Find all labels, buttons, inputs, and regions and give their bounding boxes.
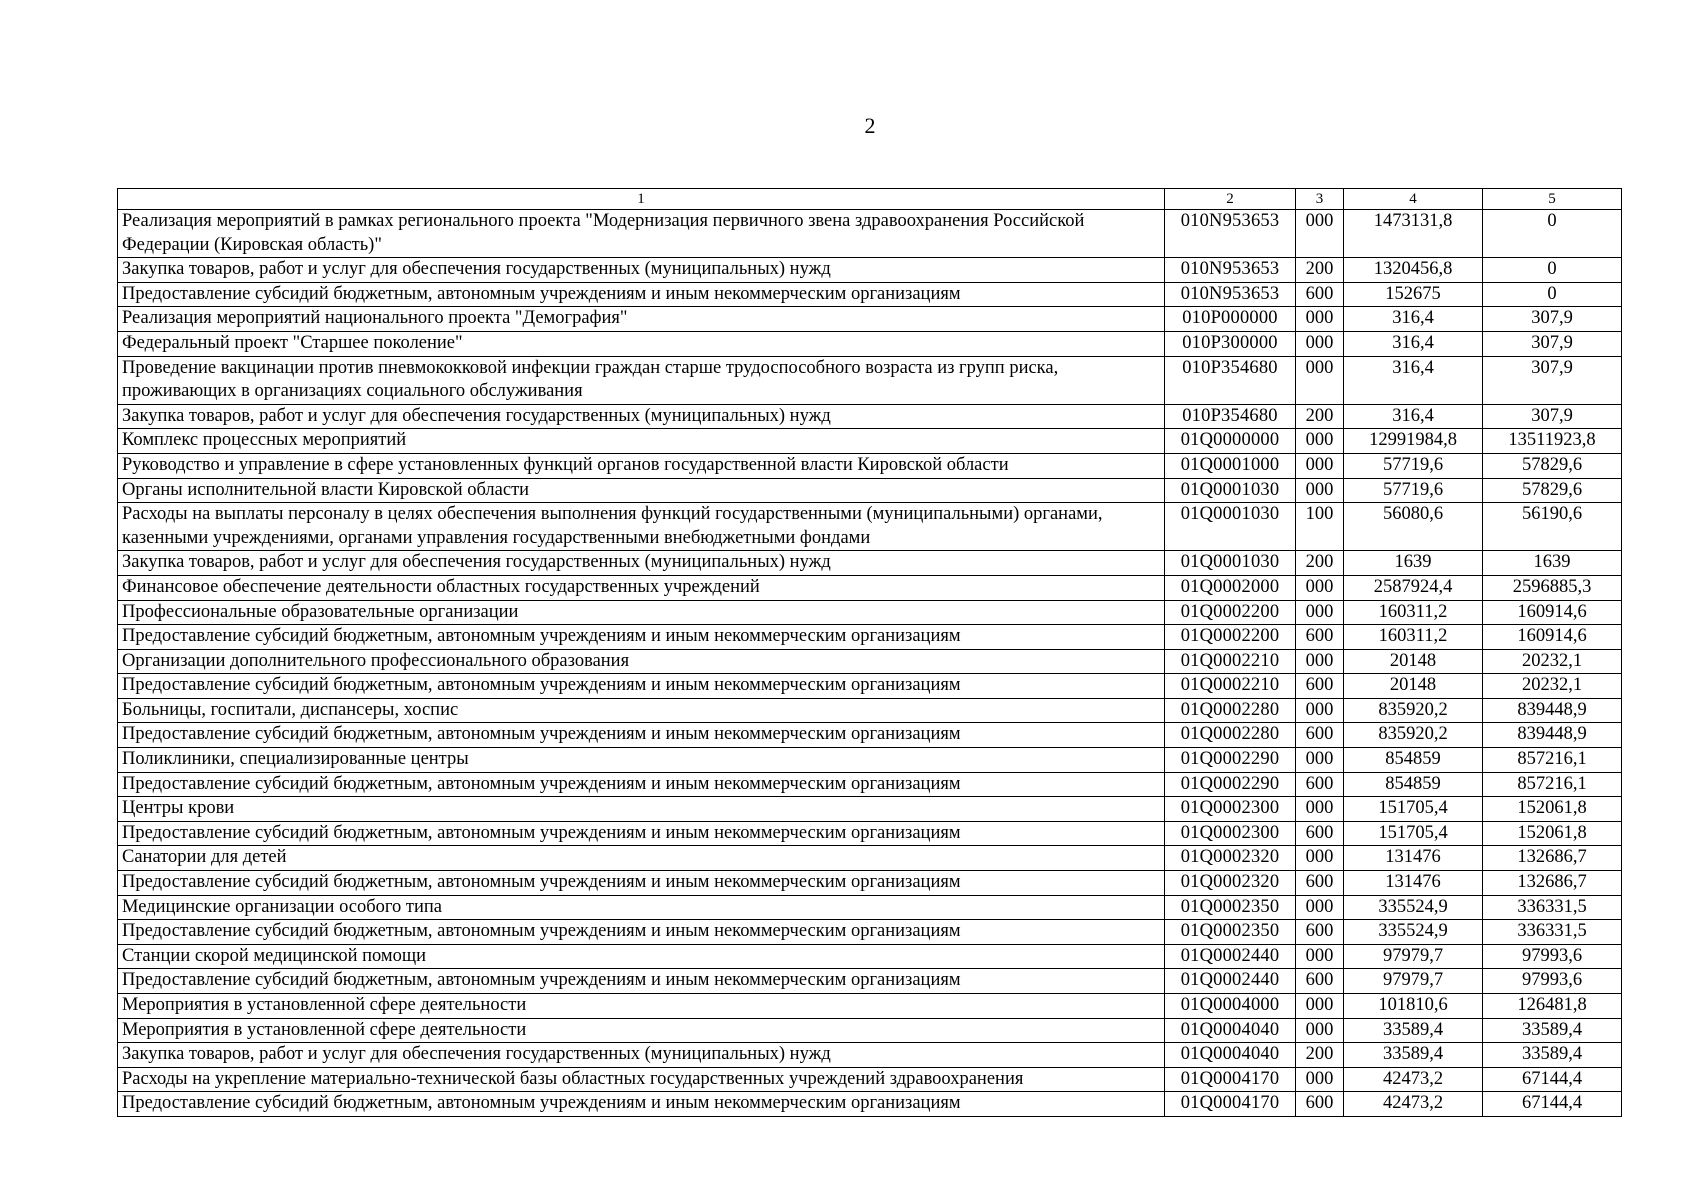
cell-value-4: 835920,2 <box>1344 698 1483 723</box>
cell-type: 600 <box>1296 723 1344 748</box>
table-row <box>118 551 1622 576</box>
cell-name: Организации дополнительного профессионального образования <box>118 649 1165 674</box>
cell-value-4: 33589,4 <box>1344 1043 1483 1068</box>
cell-name: Мероприятия в установленной сфере деятельности <box>118 994 1165 1019</box>
cell-value-4: 97979,7 <box>1344 944 1483 969</box>
header-col-4: 4 <box>1344 189 1483 210</box>
table-row <box>118 478 1622 503</box>
cell-type: 000 <box>1296 453 1344 478</box>
cell-value-4: 160311,2 <box>1344 625 1483 650</box>
cell-name: Органы исполнительной власти Кировской области <box>118 478 1165 503</box>
cell-value-5: 126481,8 <box>1483 994 1622 1019</box>
table-header <box>118 189 1622 210</box>
cell-code: 010P354680 <box>1165 404 1296 429</box>
cell-value-4: 316,4 <box>1344 404 1483 429</box>
cell-type: 200 <box>1296 551 1344 576</box>
table-body <box>118 210 1622 1117</box>
cell-name: Предоставление субсидий бюджетным, автономным учреждениям и иным некоммерческим организациям <box>118 1092 1165 1117</box>
cell-type: 000 <box>1296 797 1344 822</box>
cell-value-5: 57829,6 <box>1483 453 1622 478</box>
cell-type: 000 <box>1296 331 1344 356</box>
table-row <box>118 503 1622 551</box>
cell-code: 01Q0002200 <box>1165 625 1296 650</box>
cell-value-5: 1639 <box>1483 551 1622 576</box>
cell-value-5: 307,9 <box>1483 331 1622 356</box>
cell-value-4: 56080,6 <box>1344 503 1483 551</box>
cell-type: 600 <box>1296 282 1344 307</box>
cell-value-5: 67144,4 <box>1483 1092 1622 1117</box>
cell-value-5: 57829,6 <box>1483 478 1622 503</box>
cell-name: Предоставление субсидий бюджетным, автономным учреждениям и иным некоммерческим организациям <box>118 969 1165 994</box>
cell-value-5: 0 <box>1483 210 1622 258</box>
header-row <box>118 189 1622 210</box>
cell-value-5: 56190,6 <box>1483 503 1622 551</box>
cell-code: 01Q0002440 <box>1165 944 1296 969</box>
cell-type: 000 <box>1296 944 1344 969</box>
table-row <box>118 723 1622 748</box>
cell-type: 600 <box>1296 772 1344 797</box>
cell-code: 01Q0001000 <box>1165 453 1296 478</box>
cell-code: 010N953653 <box>1165 210 1296 258</box>
cell-value-5: 336331,5 <box>1483 920 1622 945</box>
table-row <box>118 258 1622 283</box>
cell-value-5: 839448,9 <box>1483 698 1622 723</box>
cell-code: 01Q0002280 <box>1165 723 1296 748</box>
cell-value-5: 839448,9 <box>1483 723 1622 748</box>
cell-name: Закупка товаров, работ и услуг для обеспечения государственных (муниципальных) нужд <box>118 404 1165 429</box>
cell-type: 000 <box>1296 748 1344 773</box>
cell-value-4: 33589,4 <box>1344 1018 1483 1043</box>
cell-name: Центры крови <box>118 797 1165 822</box>
cell-code: 01Q0004170 <box>1165 1092 1296 1117</box>
header-col-1: 1 <box>118 189 1165 210</box>
table-row <box>118 846 1622 871</box>
cell-value-5: 857216,1 <box>1483 748 1622 773</box>
budget-table <box>117 188 1622 1117</box>
cell-code: 01Q0004040 <box>1165 1018 1296 1043</box>
cell-value-5: 857216,1 <box>1483 772 1622 797</box>
cell-code: 01Q0004040 <box>1165 1043 1296 1068</box>
cell-name: Предоставление субсидий бюджетным, автономным учреждениям и иным некоммерческим организациям <box>118 821 1165 846</box>
cell-value-5: 2596885,3 <box>1483 575 1622 600</box>
cell-code: 01Q0004000 <box>1165 994 1296 1019</box>
cell-code: 01Q0002280 <box>1165 698 1296 723</box>
cell-value-4: 12991984,8 <box>1344 429 1483 454</box>
header-col-5: 5 <box>1483 189 1622 210</box>
cell-value-5: 20232,1 <box>1483 674 1622 699</box>
cell-type: 000 <box>1296 600 1344 625</box>
table-row <box>118 969 1622 994</box>
cell-name: Санатории для детей <box>118 846 1165 871</box>
cell-name: Реализация мероприятий национального проекта "Демография" <box>118 307 1165 332</box>
cell-name: Комплекс процессных мероприятий <box>118 429 1165 454</box>
cell-type: 600 <box>1296 969 1344 994</box>
cell-value-4: 42473,2 <box>1344 1067 1483 1092</box>
cell-name: Закупка товаров, работ и услуг для обеспечения государственных (муниципальных) нужд <box>118 258 1165 283</box>
cell-type: 000 <box>1296 846 1344 871</box>
cell-value-5: 20232,1 <box>1483 649 1622 674</box>
cell-value-4: 101810,6 <box>1344 994 1483 1019</box>
cell-type: 600 <box>1296 871 1344 896</box>
cell-type: 100 <box>1296 503 1344 551</box>
cell-value-5: 67144,4 <box>1483 1067 1622 1092</box>
cell-code: 010N953653 <box>1165 258 1296 283</box>
cell-name: Реализация мероприятий в рамках регионального проекта "Модернизация первичного звена здравоохранения Российской Федерации (Кировская область)" <box>118 210 1165 258</box>
cell-code: 01Q0002350 <box>1165 920 1296 945</box>
cell-name: Закупка товаров, работ и услуг для обеспечения государственных (муниципальных) нужд <box>118 551 1165 576</box>
cell-code: 01Q0001030 <box>1165 551 1296 576</box>
cell-name: Финансовое обеспечение деятельности областных государственных учреждений <box>118 575 1165 600</box>
cell-type: 000 <box>1296 1018 1344 1043</box>
cell-value-5: 0 <box>1483 258 1622 283</box>
cell-code: 01Q0002300 <box>1165 821 1296 846</box>
table-row <box>118 748 1622 773</box>
cell-value-4: 2587924,4 <box>1344 575 1483 600</box>
cell-value-4: 57719,6 <box>1344 453 1483 478</box>
cell-type: 600 <box>1296 821 1344 846</box>
cell-value-4: 854859 <box>1344 748 1483 773</box>
cell-name: Профессиональные образовательные организации <box>118 600 1165 625</box>
cell-value-4: 151705,4 <box>1344 797 1483 822</box>
header-col-2: 2 <box>1165 189 1296 210</box>
cell-value-5: 33589,4 <box>1483 1043 1622 1068</box>
cell-value-4: 131476 <box>1344 846 1483 871</box>
cell-type: 000 <box>1296 994 1344 1019</box>
cell-value-4: 854859 <box>1344 772 1483 797</box>
cell-value-4: 151705,4 <box>1344 821 1483 846</box>
cell-name: Мероприятия в установленной сфере деятельности <box>118 1018 1165 1043</box>
cell-value-4: 1320456,8 <box>1344 258 1483 283</box>
cell-code: 01Q0001030 <box>1165 478 1296 503</box>
table-row <box>118 871 1622 896</box>
cell-value-5: 97993,6 <box>1483 969 1622 994</box>
cell-value-5: 97993,6 <box>1483 944 1622 969</box>
table-row <box>118 1043 1622 1068</box>
cell-code: 010P300000 <box>1165 331 1296 356</box>
cell-value-4: 97979,7 <box>1344 969 1483 994</box>
cell-name: Поликлиники, специализированные центры <box>118 748 1165 773</box>
cell-name: Закупка товаров, работ и услуг для обеспечения государственных (муниципальных) нужд <box>118 1043 1165 1068</box>
table-row <box>118 210 1622 258</box>
cell-type: 000 <box>1296 429 1344 454</box>
cell-name: Расходы на укрепление материально-технической базы областных государственных учреждений здравоохранения <box>118 1067 1165 1092</box>
cell-value-4: 42473,2 <box>1344 1092 1483 1117</box>
cell-value-5: 307,9 <box>1483 307 1622 332</box>
table-row <box>118 772 1622 797</box>
table-row <box>118 429 1622 454</box>
cell-type: 200 <box>1296 258 1344 283</box>
cell-value-4: 20148 <box>1344 674 1483 699</box>
cell-value-5: 132686,7 <box>1483 846 1622 871</box>
cell-code: 010P354680 <box>1165 356 1296 404</box>
table-row <box>118 282 1622 307</box>
cell-value-4: 152675 <box>1344 282 1483 307</box>
cell-value-5: 336331,5 <box>1483 895 1622 920</box>
cell-name: Предоставление субсидий бюджетным, автономным учреждениям и иным некоммерческим организациям <box>118 625 1165 650</box>
table-row <box>118 1092 1622 1117</box>
cell-code: 01Q0002210 <box>1165 674 1296 699</box>
cell-value-4: 335524,9 <box>1344 895 1483 920</box>
cell-type: 000 <box>1296 698 1344 723</box>
cell-value-4: 160311,2 <box>1344 600 1483 625</box>
cell-value-5: 0 <box>1483 282 1622 307</box>
cell-value-5: 152061,8 <box>1483 821 1622 846</box>
cell-type: 000 <box>1296 895 1344 920</box>
cell-type: 200 <box>1296 404 1344 429</box>
cell-name: Медицинские организации особого типа <box>118 895 1165 920</box>
cell-type: 600 <box>1296 625 1344 650</box>
table-row <box>118 698 1622 723</box>
cell-code: 010N953653 <box>1165 282 1296 307</box>
cell-value-5: 152061,8 <box>1483 797 1622 822</box>
table-row <box>118 453 1622 478</box>
cell-value-4: 316,4 <box>1344 331 1483 356</box>
cell-name: Руководство и управление в сфере установленных функций органов государственной власти Кировской области <box>118 453 1165 478</box>
cell-code: 01Q0004170 <box>1165 1067 1296 1092</box>
cell-value-5: 33589,4 <box>1483 1018 1622 1043</box>
cell-code: 010P000000 <box>1165 307 1296 332</box>
cell-value-4: 335524,9 <box>1344 920 1483 945</box>
cell-type: 600 <box>1296 674 1344 699</box>
cell-type: 600 <box>1296 920 1344 945</box>
cell-value-5: 13511923,8 <box>1483 429 1622 454</box>
table-row <box>118 307 1622 332</box>
cell-value-4: 835920,2 <box>1344 723 1483 748</box>
cell-name: Проведение вакцинации против пневмококковой инфекции граждан старше трудоспособного возраста из групп риска, проживающих в организациях социального обслуживания <box>118 356 1165 404</box>
cell-type: 000 <box>1296 1067 1344 1092</box>
cell-value-5: 132686,7 <box>1483 871 1622 896</box>
cell-name: Станции скорой медицинской помощи <box>118 944 1165 969</box>
cell-value-4: 1639 <box>1344 551 1483 576</box>
table-row <box>118 625 1622 650</box>
cell-value-4: 316,4 <box>1344 356 1483 404</box>
cell-code: 01Q0002350 <box>1165 895 1296 920</box>
cell-type: 000 <box>1296 210 1344 258</box>
cell-code: 01Q0002320 <box>1165 871 1296 896</box>
cell-code: 01Q0002290 <box>1165 748 1296 773</box>
cell-name: Предоставление субсидий бюджетным, автономным учреждениям и иным некоммерческим организациям <box>118 282 1165 307</box>
cell-code: 01Q0002200 <box>1165 600 1296 625</box>
header-col-3: 3 <box>1296 189 1344 210</box>
cell-name: Федеральный проект "Старшее поколение" <box>118 331 1165 356</box>
cell-type: 200 <box>1296 1043 1344 1068</box>
cell-type: 000 <box>1296 478 1344 503</box>
cell-code: 01Q0002210 <box>1165 649 1296 674</box>
cell-name: Больницы, госпитали, диспансеры, хоспис <box>118 698 1165 723</box>
cell-type: 000 <box>1296 575 1344 600</box>
cell-value-5: 307,9 <box>1483 404 1622 429</box>
cell-value-5: 307,9 <box>1483 356 1622 404</box>
cell-name: Предоставление субсидий бюджетным, автономным учреждениям и иным некоммерческим организациям <box>118 674 1165 699</box>
cell-code: 01Q0000000 <box>1165 429 1296 454</box>
cell-type: 000 <box>1296 307 1344 332</box>
cell-type: 000 <box>1296 356 1344 404</box>
table-row <box>118 1018 1622 1043</box>
cell-name: Расходы на выплаты персоналу в целях обеспечения выполнения функций государственными (муниципальными) органами, казенными учреждениями, органами управления государственными внебюджетными фондами <box>118 503 1165 551</box>
cell-value-5: 160914,6 <box>1483 600 1622 625</box>
cell-code: 01Q0002440 <box>1165 969 1296 994</box>
table-row <box>118 649 1622 674</box>
table-row <box>118 600 1622 625</box>
cell-code: 01Q0002000 <box>1165 575 1296 600</box>
cell-value-4: 57719,6 <box>1344 478 1483 503</box>
cell-code: 01Q0001030 <box>1165 503 1296 551</box>
cell-value-4: 316,4 <box>1344 307 1483 332</box>
table-row <box>118 331 1622 356</box>
table-row <box>118 895 1622 920</box>
cell-name: Предоставление субсидий бюджетным, автономным учреждениям и иным некоммерческим организациям <box>118 723 1165 748</box>
table-row <box>118 575 1622 600</box>
table-row <box>118 797 1622 822</box>
table-row <box>118 944 1622 969</box>
cell-type: 000 <box>1296 649 1344 674</box>
cell-value-4: 20148 <box>1344 649 1483 674</box>
table-row <box>118 821 1622 846</box>
table-row <box>118 994 1622 1019</box>
cell-code: 01Q0002300 <box>1165 797 1296 822</box>
page-number: 2 <box>864 113 876 138</box>
cell-code: 01Q0002290 <box>1165 772 1296 797</box>
table-row <box>118 1067 1622 1092</box>
cell-name: Предоставление субсидий бюджетным, автономным учреждениям и иным некоммерческим организациям <box>118 772 1165 797</box>
cell-type: 600 <box>1296 1092 1344 1117</box>
table-row <box>118 674 1622 699</box>
table-row <box>118 356 1622 404</box>
cell-value-4: 131476 <box>1344 871 1483 896</box>
table-row <box>118 404 1622 429</box>
cell-code: 01Q0002320 <box>1165 846 1296 871</box>
table-row <box>118 920 1622 945</box>
cell-value-4: 1473131,8 <box>1344 210 1483 258</box>
cell-name: Предоставление субсидий бюджетным, автономным учреждениям и иным некоммерческим организациям <box>118 920 1165 945</box>
cell-value-5: 160914,6 <box>1483 625 1622 650</box>
cell-name: Предоставление субсидий бюджетным, автономным учреждениям и иным некоммерческим организациям <box>118 871 1165 896</box>
